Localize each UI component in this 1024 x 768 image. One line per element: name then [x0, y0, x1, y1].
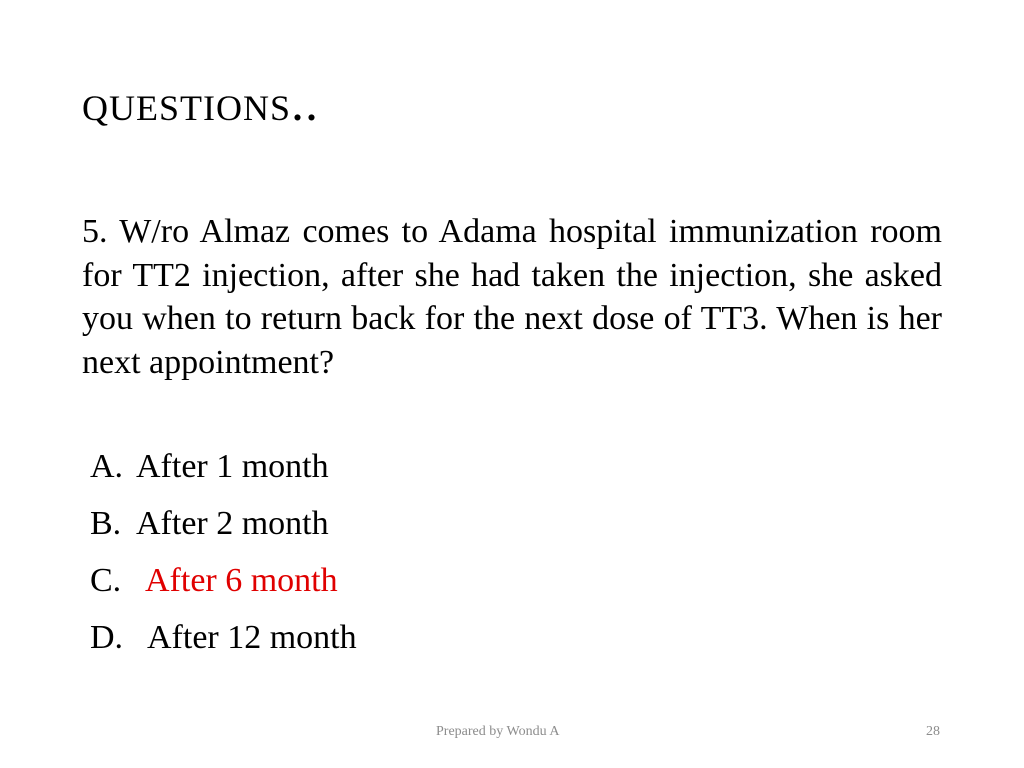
option-b [90, 495, 357, 552]
option-d-letter: D. [90, 619, 124, 656]
option-a-letter: A. [90, 448, 124, 485]
option-c-text: After 6 month [145, 562, 338, 599]
option-d-text: After 12 month [147, 619, 357, 656]
option-b-letter: B. [90, 505, 122, 542]
slide-title: questions.. [82, 75, 320, 132]
option-b-text: After 2 month [136, 505, 329, 542]
page-number: 28 [926, 724, 940, 739]
option-c [90, 552, 357, 609]
answer-options [90, 438, 357, 666]
option-a [90, 438, 357, 495]
option-c-letter: C. [90, 562, 122, 599]
option-d [90, 609, 357, 666]
question-text: 5. W/ro Almaz comes to Adama hospital immunization room for TT2 injection, after she had taken the injection, she asked you when to return back for the next dose of TT3. When is her next appointment? [82, 213, 942, 381]
prepared-by-text: Prepared by Wondu A [436, 724, 560, 739]
option-a-text: After 1 month [136, 448, 329, 485]
